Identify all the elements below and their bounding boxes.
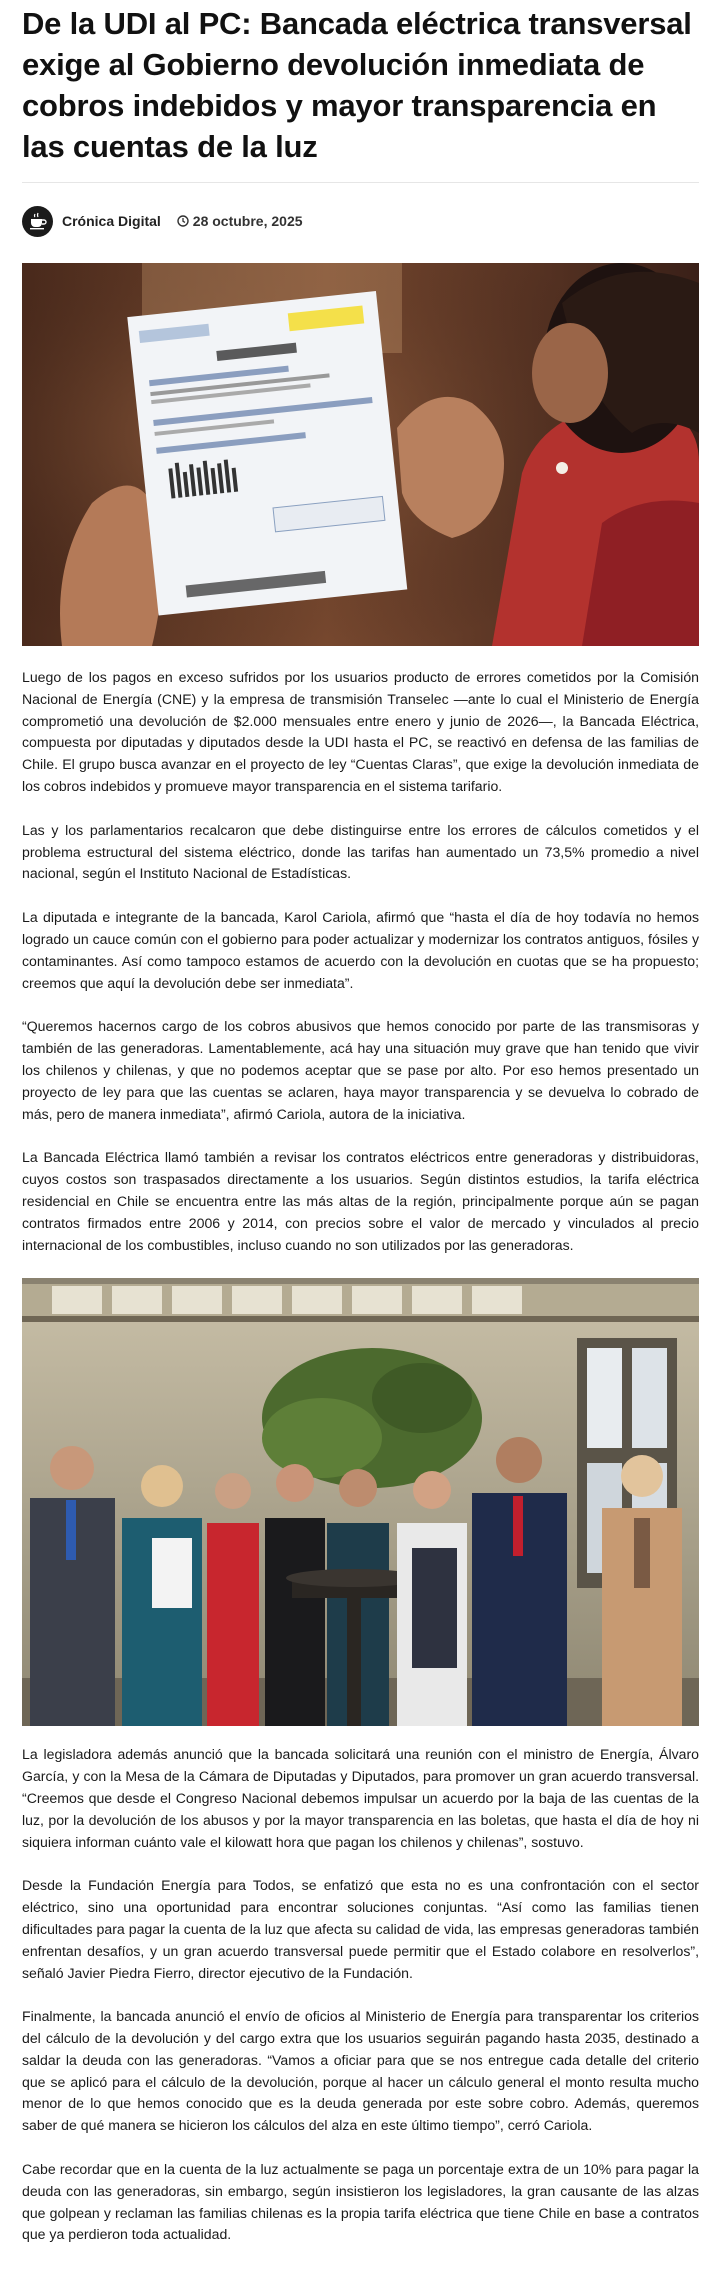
paragraph: “Queremos hacernos cargo de los cobros abusivos que hemos conocido por parte de las transmisoras y también de las generadoras. Lamentablemente, acá hay una situación muy grave que han tenido que vivir los chilenos y chilenas, y que no podemos aceptar que se pase por alto. Por eso hemos presentado un proyecto de ley para que las cuentas se aclaren, haya mayor transparencia y se devuelva lo cobrado de más, pero de manera inmediata”, afirmó Cariola, autora de la iniciativa. [22, 1018, 699, 1122]
paragraph: La Bancada Eléctrica llamó también a revisar los contratos eléctricos entre generadoras y distribuidoras, cuyos costos son traspasados directamente a los usuarios. Según distintos estudios, la tarifa eléctrica residencial en Chile se encuentra entre las más altas de la región, principalmente porque aún se pagan contratos firmados entre 2006 y 2014, con precios sobre el valor de mercado y vinculados al precio internacional de los combustibles, incluso cuando no son utilizados por las generadoras. [22, 1149, 699, 1253]
electricity-bill-photo [22, 263, 699, 646]
article-title: De la UDI al PC: Bancada eléctrica transversal exige al Gobierno devolución inmediata de cobros indebidos y mayor transparencia en las cuentas de la luz [22, 6, 692, 164]
paragraph: Luego de los pagos en exceso sufridos por los usuarios producto de errores cometidos por la Comisión Nacional de Energía (CNE) y la empresa de transmisión Transelec —ante lo cual el Ministerio de Energía comprometió una devolución de $2.000 mensuales entre enero y junio de 2026—, la Bancada Eléctrica, compuesta por diputadas y diputados desde la UDI hasta el PC, se reactivó en defensa de las familias de Chile. El grupo busca avanzar en el proyecto de ley “Cuentas Claras”, que exige la devolución inmediata de los cobros indebidos y promueve mayor transparencia en el sistema tarifario. [22, 669, 699, 794]
press-conference-photo [22, 1278, 699, 1726]
clock-icon [177, 215, 189, 227]
paragraph: Finalmente, la bancada anunció el envío de oficios al Ministerio de Energía para transparentar los criterios del cálculo de la devolución y del cargo extra que los usuarios seguirán pagando hasta 2035, destinado a saldar la deuda con las generadoras. “Vamos a oficiar para que se nos entregue cada detalle del criterio que se aplicó para el cálculo de la devolución, porque al hacer un cálculo general el monto resulta mucho menor de lo que hemos conocido que es la deuda generada por este sobre cobro. Además, queremos saber de qué manera se hicieron los cálculos del alza en este último tiempo”, cerró Cariola. [22, 2008, 699, 2134]
date-text: 28 octubre, 2025 [192, 213, 303, 229]
publish-date [177, 213, 303, 229]
article-meta [22, 202, 699, 240]
title-divider [22, 182, 699, 183]
paragraph: Las y los parlamentarios recalcaron que debe distinguirse entre los errores de cálculos cometidos y el problema estructural del sistema eléctrico, donde las tarifas han aumentado un 73,5% promedio a nivel nacional, según el Instituto Nacional de Estadísticas. [22, 821, 699, 882]
coffee-cup-icon [28, 211, 48, 231]
paragraph: La legisladora además anunció que la bancada solicitará una reunión con el ministro de Energía, Álvaro García, y con la Mesa de la Cámara de Diputadas y Diputados, para promover un gran acuerdo transversal. “Creemos que desde el Congreso Nacional debemos impulsar un acuerdo por la baja de las cuentas de la luz, por la devolución de los abusos y por la mayor transparencia en las boletas, que hasta el día de hoy ni siquiera informan cuánto vale el kilowatt hora que pagan los chilenos y chilenas”, sostuvo. [22, 1746, 699, 1850]
author-name[interactable]: Crónica Digital [62, 213, 161, 229]
paragraph: Cabe recordar que en la cuenta de la luz actualmente se paga un porcentaje extra de un 10% para pagar la deuda con las generadoras, sin embargo, según insistieron los legisladores, la gran causante de las alzas que golpean y reclaman las familias chilenas es la propia tarifa eléctrica que tiene Chile en base a contratos que ya perdieron toda actualidad. [22, 2161, 699, 2243]
paragraph: Desde la Fundación Energía para Todos, se enfatizó que esta no es una confrontación con el sector eléctrico, sino una oportunidad para encontrar soluciones conjuntas. “Así como las familias tienen dificultades para pagar la cuenta de la luz que afecta su calidad de vida, las empresas generadoras también enfrentan desafíos, y un gran acuerdo transversal puede permitir que el Estado colabore en resolverlos”, señaló Javier Piedra Fierro, director ejecutivo de la Fundación. [22, 1877, 699, 1981]
article-body-part-1 [22, 667, 699, 1256]
author-avatar[interactable] [22, 206, 53, 237]
article-body-part-2 [22, 1744, 699, 2246]
paragraph: La diputada e integrante de la bancada, Karol Cariola, afirmó que “hasta el día de hoy todavía no hemos logrado un cauce común con el gobierno para poder actualizar y modernizar los contratos antiguos, fósiles y contaminantes. Así como tampoco estamos de acuerdo con la devolución en cuotas que se ha propuesto; creemos que aquí la devolución debe ser inmediata”. [22, 909, 699, 991]
